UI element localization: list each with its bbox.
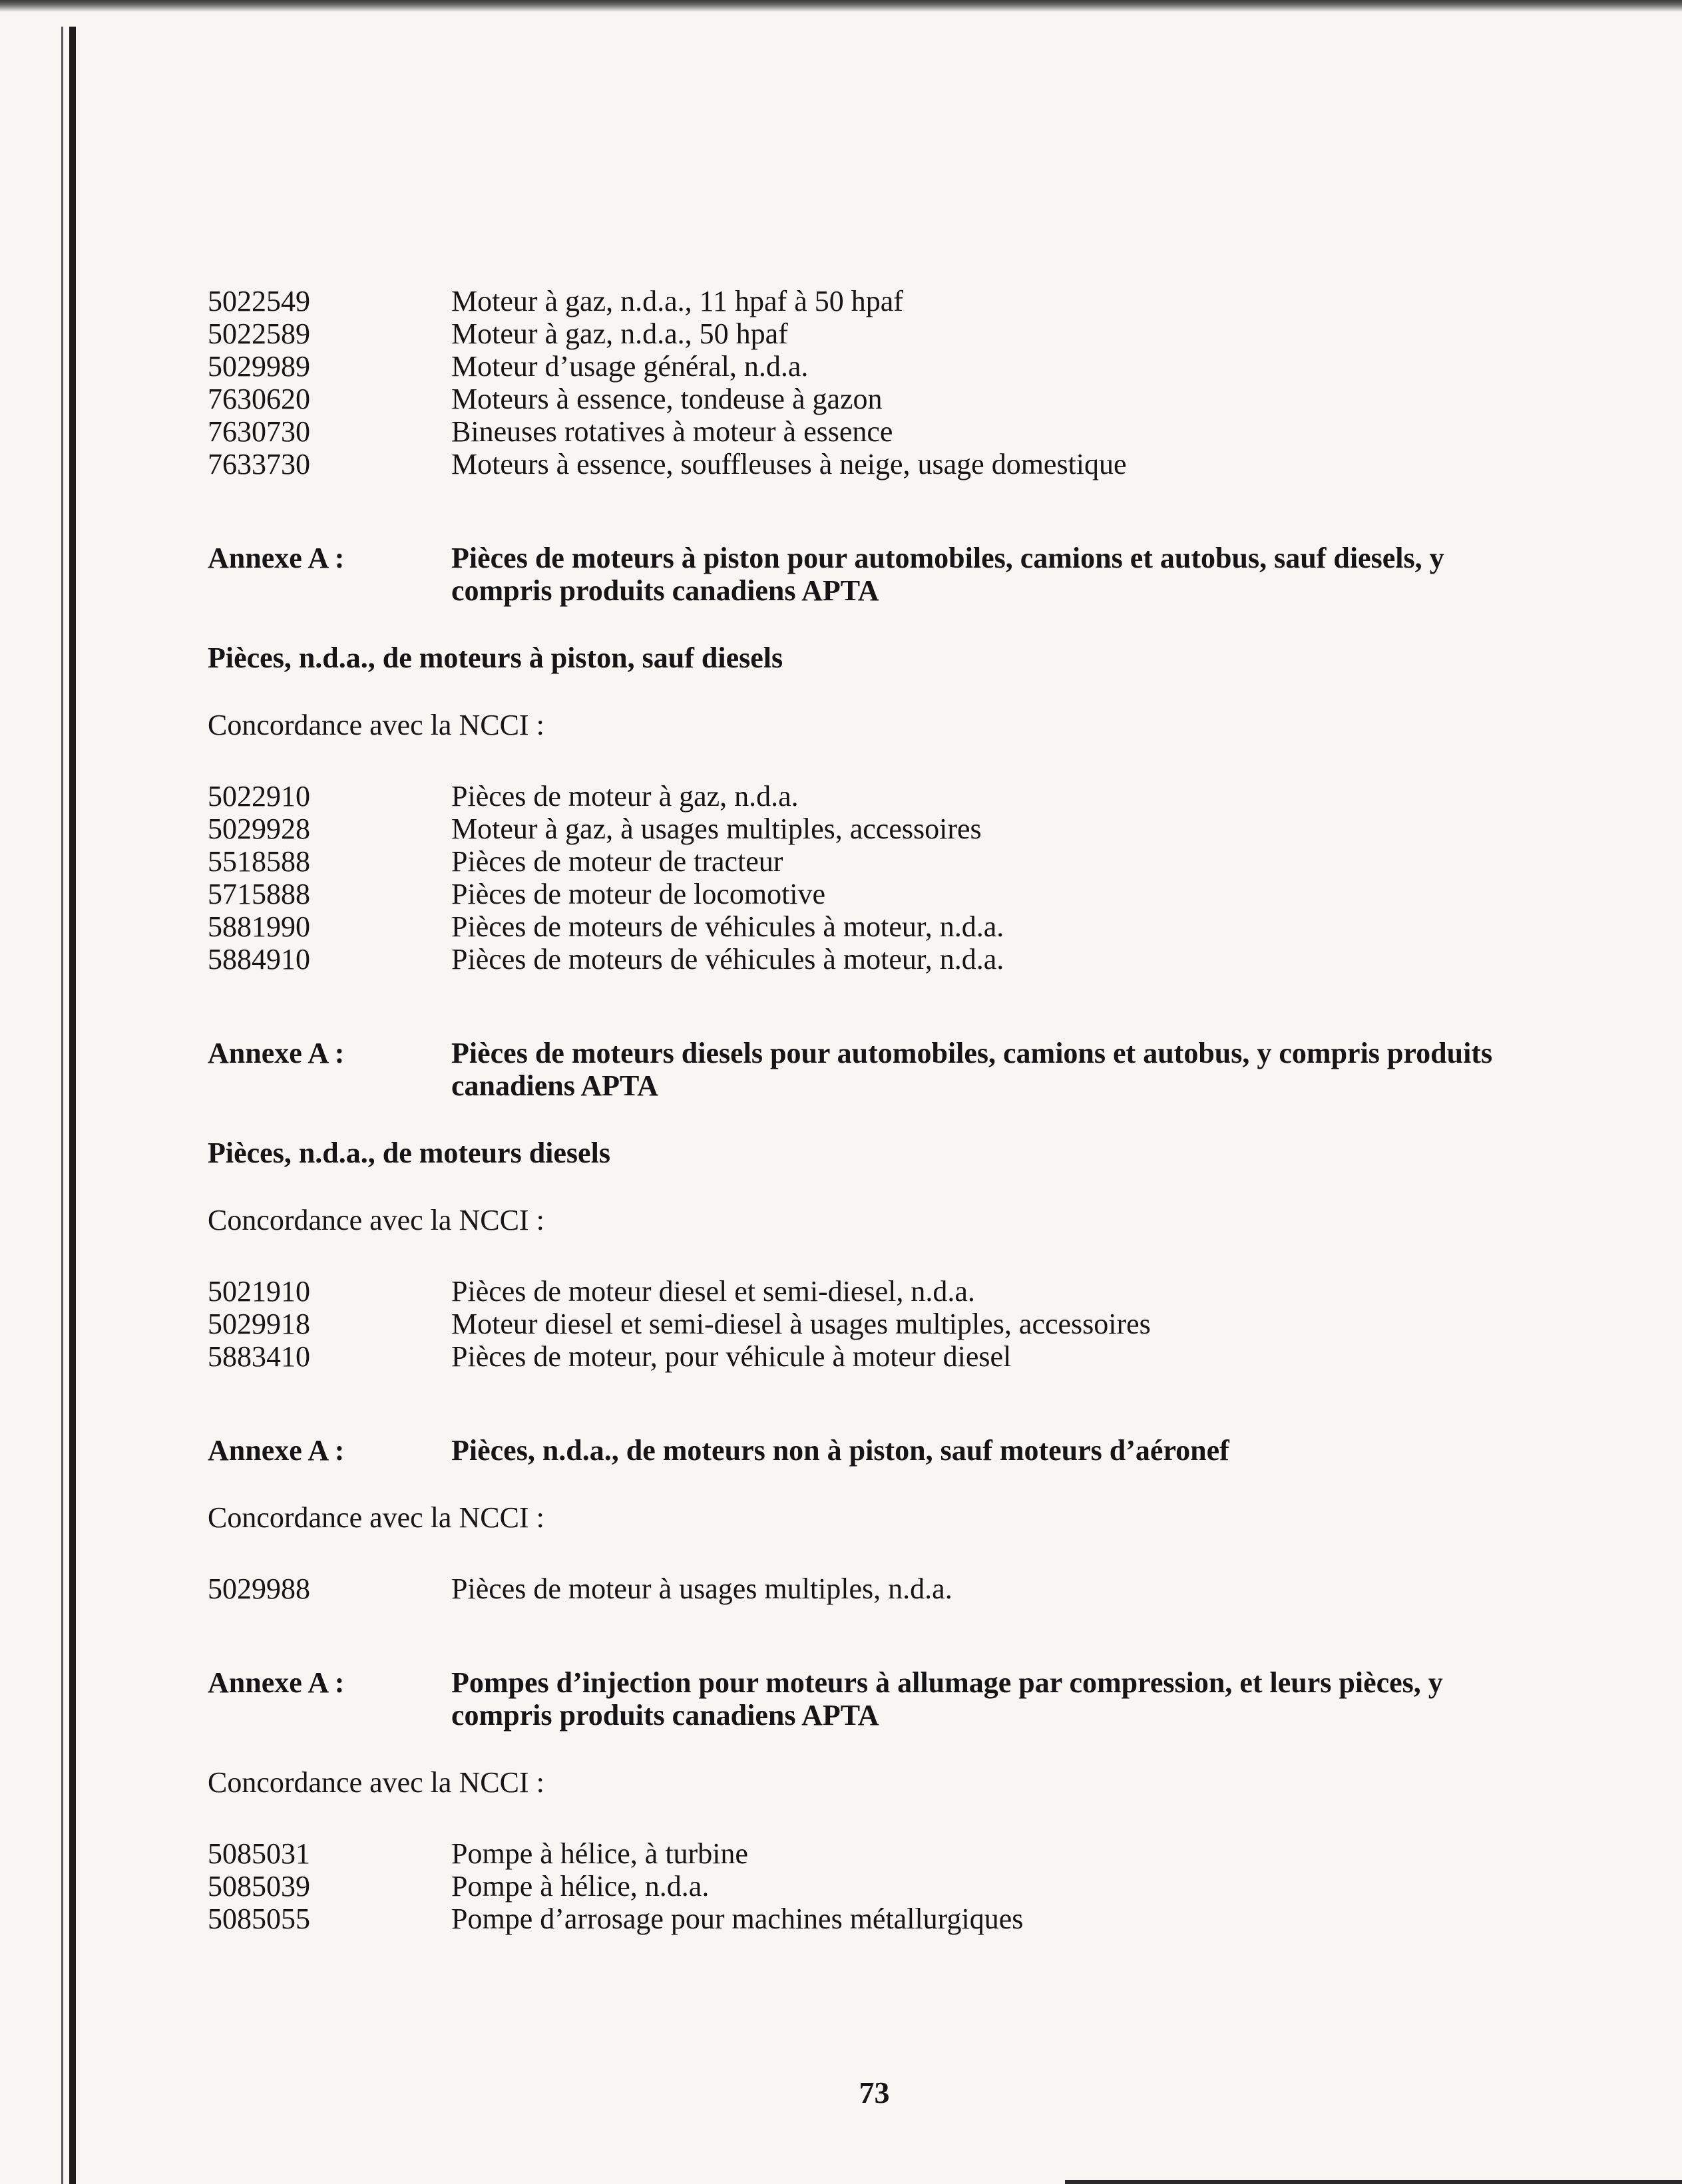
section-subheading: Pièces, n.d.a., de moteurs à piston, sauf diesels (208, 641, 783, 674)
list-item (208, 910, 1539, 943)
list-item (208, 1903, 1539, 1935)
item-description: Moteurs à essence, souffleuses à neige, usage domestique (451, 448, 1127, 480)
item-description: Moteur diesel et semi-diesel à usages multiples, accessoires (451, 1308, 1151, 1340)
annex-section (208, 1037, 1539, 1373)
scan-bottom-edge (1065, 2180, 1682, 2184)
ncci-code: 5029918 (208, 1308, 310, 1340)
ncci-code: 7630620 (208, 383, 310, 415)
concordance-label: Concordance avec la NCCI : (208, 1766, 544, 1799)
annex-label: Annexe A : (208, 1666, 345, 1699)
annex-label: Annexe A : (208, 542, 345, 574)
ncci-code: 5881990 (208, 910, 310, 943)
list-item (208, 878, 1539, 910)
ncci-code: 5029988 (208, 1572, 310, 1605)
annex-heading (208, 542, 1539, 607)
annex-sections (208, 542, 1539, 1935)
ncci-code: 5021910 (208, 1275, 310, 1308)
annex-heading (208, 1666, 1539, 1731)
ncci-code: 5022549 (208, 285, 310, 317)
code-list (208, 780, 1539, 976)
list-item (208, 285, 1539, 317)
annex-section (208, 542, 1539, 976)
list-item (208, 845, 1539, 878)
item-description: Pompe à hélice, à turbine (451, 1837, 748, 1870)
code-list (208, 285, 1539, 480)
item-description: Pompe à hélice, n.d.a. (451, 1870, 710, 1903)
ncci-code: 5029928 (208, 813, 310, 845)
code-list (208, 1837, 1539, 1935)
item-description: Pièces de moteur de tracteur (451, 845, 783, 878)
item-description: Pièces de moteur à usages multiples, n.d.a. (451, 1572, 952, 1605)
list-item (208, 1870, 1539, 1903)
ncci-code: 7630730 (208, 415, 310, 448)
code-list (208, 1572, 1539, 1605)
list-item (208, 350, 1539, 383)
item-description: Pièces de moteur à gaz, n.d.a. (451, 780, 799, 813)
item-description: Pièces de moteur diesel et semi-diesel, n.d.a. (451, 1275, 975, 1308)
item-description: Moteur d’usage général, n.d.a. (451, 350, 809, 383)
list-item (208, 1340, 1539, 1373)
annex-heading (208, 1434, 1539, 1467)
annex-section (208, 1434, 1539, 1605)
code-list (208, 1275, 1539, 1373)
ncci-code: 5518588 (208, 845, 310, 878)
concordance-label: Concordance avec la NCCI : (208, 1501, 544, 1534)
binding-edge (69, 27, 76, 2184)
list-item (208, 813, 1539, 845)
list-item (208, 1572, 1539, 1605)
list-item (208, 1275, 1539, 1308)
concordance-label: Concordance avec la NCCI : (208, 709, 544, 741)
ncci-code: 5029989 (208, 350, 310, 383)
list-item (208, 1837, 1539, 1870)
list-item (208, 943, 1539, 976)
ncci-code: 5883410 (208, 1340, 310, 1373)
item-description: Moteur à gaz, n.d.a., 11 hpaf à 50 hpaf (451, 285, 903, 317)
item-description: Moteur à gaz, à usages multiples, accessoires (451, 813, 982, 845)
annex-title: Pompes d’injection pour moteurs à allumage par compression, et leurs pièces, y compris produits canadiens APTA (451, 1666, 1443, 1731)
scan-top-edge (0, 0, 1682, 12)
annex-title: Pièces, n.d.a., de moteurs non à piston, sauf moteurs d’aéronef (451, 1434, 1229, 1467)
concordance-label: Concordance avec la NCCI : (208, 1204, 544, 1236)
annex-label: Annexe A : (208, 1037, 345, 1069)
ncci-code: 5085031 (208, 1837, 310, 1870)
page-content (208, 285, 1539, 1935)
item-description: Bineuses rotatives à moteur à essence (451, 415, 893, 448)
ncci-code: 5022589 (208, 317, 310, 350)
section-subheading: Pièces, n.d.a., de moteurs diesels (208, 1137, 610, 1169)
ncci-code: 5022910 (208, 780, 310, 813)
item-description: Pièces de moteurs de véhicules à moteur, n.d.a. (451, 910, 1004, 943)
item-description: Moteur à gaz, n.d.a., 50 hpaf (451, 317, 788, 350)
page-number: 73 (859, 2076, 890, 2109)
item-description: Moteurs à essence, tondeuse à gazon (451, 383, 883, 415)
list-item (208, 383, 1539, 415)
annex-label: Annexe A : (208, 1434, 345, 1467)
list-item (208, 415, 1539, 448)
ncci-code: 5884910 (208, 943, 310, 976)
item-description: Pièces de moteur de locomotive (451, 878, 826, 910)
annex-heading (208, 1037, 1539, 1102)
ncci-code: 5085055 (208, 1903, 310, 1935)
binding-line (61, 27, 63, 2184)
list-item (208, 448, 1539, 480)
annex-section (208, 1666, 1539, 1935)
annex-title: Pièces de moteurs diesels pour automobiles, camions et autobus, y compris produits canadiens APTA (451, 1037, 1493, 1102)
list-item (208, 317, 1539, 350)
list-item (208, 780, 1539, 813)
ncci-code: 7633730 (208, 448, 310, 480)
item-description: Pièces de moteur, pour véhicule à moteur diesel (451, 1340, 1012, 1373)
annex-title: Pièces de moteurs à piston pour automobiles, camions et autobus, sauf diesels, y compris produits canadiens APTA (451, 542, 1444, 607)
list-item (208, 1308, 1539, 1340)
item-description: Pièces de moteurs de véhicules à moteur, n.d.a. (451, 943, 1004, 976)
ncci-code: 5085039 (208, 1870, 310, 1903)
item-description: Pompe d’arrosage pour machines métallurgiques (451, 1903, 1024, 1935)
ncci-code: 5715888 (208, 878, 310, 910)
